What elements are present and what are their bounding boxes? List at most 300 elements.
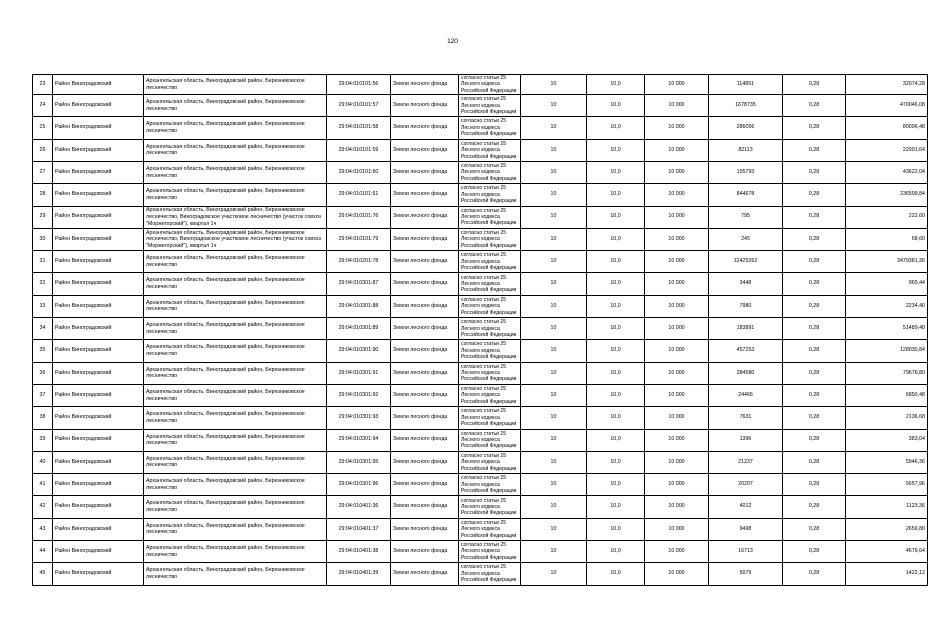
value-cell: 10 000: [645, 273, 709, 295]
value-cell: 10: [521, 206, 587, 228]
amount-cell: 2659,80: [846, 518, 928, 540]
table-row: [33, 451, 928, 473]
cadastral-number-cell: 29:04:010101:59: [327, 139, 391, 161]
district-cell: Район Виноградовский: [53, 206, 144, 228]
land-category-cell: Земли лесного фонда: [391, 295, 459, 317]
land-category-cell: Земли лесного фонда: [391, 117, 459, 139]
value-cell: 10: [521, 95, 587, 117]
land-category-cell: Земли лесного фонда: [391, 340, 459, 362]
value-cell: 10: [521, 75, 587, 95]
value-cell: 10,0: [587, 384, 645, 406]
value-cell: 10 000: [645, 563, 709, 585]
district-cell: Район Виноградовский: [53, 161, 144, 183]
rate-cell: 0,28: [783, 384, 846, 406]
address-cell: Архангельская область, Виноградовский район, Березниковское лесничество: [144, 407, 327, 429]
value-cell: 10,0: [587, 75, 645, 95]
address-cell: Архангельская область, Виноградовский район, Березниковское лесничество: [144, 563, 327, 585]
value-cell: 10,0: [587, 206, 645, 228]
row-number: 33: [33, 295, 53, 317]
address-cell: Архангельская область, Виноградовский район, Березниковское лесничество: [144, 541, 327, 563]
row-number: 36: [33, 362, 53, 384]
rate-cell: 0,28: [783, 474, 846, 496]
cadastral-number-cell: 29:04:010101:61: [327, 184, 391, 206]
district-cell: Район Виноградовский: [53, 273, 144, 295]
row-number: 34: [33, 318, 53, 340]
row-number: 42: [33, 496, 53, 518]
value-cell: 10: [521, 496, 587, 518]
row-number: 38: [33, 407, 53, 429]
area-cell: 286056: [709, 117, 783, 139]
land-category-cell: Земли лесного фонда: [391, 518, 459, 540]
value-cell: 10,0: [587, 563, 645, 585]
value-cell: 10,0: [587, 161, 645, 183]
value-cell: 10,0: [587, 117, 645, 139]
value-cell: 10,0: [587, 496, 645, 518]
district-cell: Район Виноградовский: [53, 139, 144, 161]
address-cell: Архангельская область, Виноградовский район, Березниковское лесничество: [144, 384, 327, 406]
table-body: [33, 75, 928, 586]
cadastral-number-cell: 29:04:010101:76: [327, 206, 391, 228]
table-row: [33, 541, 928, 563]
legal-basis-cell: согласно статьи 25 Лесного кодекса Российской Федерации: [459, 184, 521, 206]
land-category-cell: Земли лесного фонда: [391, 228, 459, 250]
legal-basis-cell: согласно статьи 25 Лесного кодекса Российской Федерации: [459, 362, 521, 384]
rate-cell: 0,28: [783, 75, 846, 95]
legal-basis-cell: согласно статьи 25 Лесного кодекса Российской Федерации: [459, 95, 521, 117]
address-cell: Архангельская область, Виноградовский район, Березниковское лесничество: [144, 184, 327, 206]
value-cell: 10,0: [587, 518, 645, 540]
cadastral-number-cell: 29:04:010401:37: [327, 518, 391, 540]
value-cell: 10,0: [587, 318, 645, 340]
area-cell: 9498: [709, 518, 783, 540]
address-cell: Архангельская область, Виноградовский район, Березниковское лесничество: [144, 429, 327, 451]
district-cell: Район Виноградовский: [53, 295, 144, 317]
legal-basis-cell: согласно статьи 25 Лесного кодекса Российской Федерации: [459, 75, 521, 95]
table-row: [33, 184, 928, 206]
legal-basis-cell: согласно статьи 25 Лесного кодекса Российской Федерации: [459, 340, 521, 362]
row-number: 31: [33, 251, 53, 273]
address-cell: Архангельская область, Виноградовский район, Березниковское лесничество: [144, 318, 327, 340]
legal-basis-cell: согласно статьи 25 Лесного кодекса Российской Федерации: [459, 318, 521, 340]
row-number: 45: [33, 563, 53, 585]
amount-cell: 383,04: [846, 429, 928, 451]
cadastral-number-cell: 29:04:010301:90: [327, 340, 391, 362]
area-cell: 82113: [709, 139, 783, 161]
land-category-cell: Земли лесного фонда: [391, 563, 459, 585]
address-cell: Архангельская область, Виноградовский район, Березниковское лесничество: [144, 117, 327, 139]
area-cell: 114851: [709, 75, 783, 95]
district-cell: Район Виноградовский: [53, 75, 144, 95]
table-row: [33, 117, 928, 139]
value-cell: 10,0: [587, 451, 645, 473]
rate-cell: 0,28: [783, 518, 846, 540]
value-cell: 10,0: [587, 273, 645, 295]
legal-basis-cell: согласно статьи 25 Лесного кодекса Российской Федерации: [459, 206, 521, 228]
land-category-cell: Земли лесного фонда: [391, 318, 459, 340]
address-cell: Архангельская область, Виноградовский район, Березниковское лесничество: [144, 474, 327, 496]
district-cell: Район Виноградовский: [53, 407, 144, 429]
area-cell: 284580: [709, 362, 783, 384]
value-cell: 10: [521, 139, 587, 161]
row-number: 30: [33, 228, 53, 250]
cadastral-number-cell: 29:04:010301:91: [327, 362, 391, 384]
legal-basis-cell: согласно статьи 25 Лесного кодекса Российской Федерации: [459, 407, 521, 429]
rate-cell: 0,28: [783, 273, 846, 295]
value-cell: 10,0: [587, 184, 645, 206]
legal-basis-cell: согласно статьи 25 Лесного кодекса Российской Федерации: [459, 139, 521, 161]
legal-basis-cell: согласно статьи 25 Лесного кодекса Российской Федерации: [459, 161, 521, 183]
address-cell: Архангельская область, Виноградовский район, Березниковское лесничество: [144, 451, 327, 473]
land-category-cell: Земли лесного фонда: [391, 429, 459, 451]
area-cell: 245: [709, 228, 783, 250]
table-row: [33, 206, 928, 228]
address-cell: Архангельская область, Виноградовский район, Березниковское лесничество, Виноградовское участковое лесничество (участок совхоз "Моржегорский"), квартал 1ч: [144, 228, 327, 250]
row-number: 28: [33, 184, 53, 206]
table-row: [33, 251, 928, 273]
amount-cell: 22991,64: [846, 139, 928, 161]
address-cell: Архангельская область, Виноградовский район, Березниковское лесничество: [144, 362, 327, 384]
row-number: 35: [33, 340, 53, 362]
value-cell: 10 000: [645, 184, 709, 206]
area-cell: 12425262: [709, 251, 783, 273]
area-cell: 7980: [709, 295, 783, 317]
land-category-cell: Земли лесного фонда: [391, 184, 459, 206]
district-cell: Район Виноградовский: [53, 117, 144, 139]
value-cell: 10 000: [645, 518, 709, 540]
rate-cell: 0,28: [783, 429, 846, 451]
address-cell: Архангельская область, Виноградовский район, Березниковское лесничество: [144, 518, 327, 540]
address-cell: Архангельская область, Виноградовский район, Березниковское лесничество: [144, 95, 327, 117]
table-row: [33, 518, 928, 540]
table-row: [33, 295, 928, 317]
legal-basis-cell: согласно статьи 25 Лесного кодекса Российской Федерации: [459, 541, 521, 563]
address-cell: Архангельская область, Виноградовский район, Березниковское лесничество: [144, 75, 327, 95]
value-cell: 10 000: [645, 161, 709, 183]
cadastral-number-cell: 29:04:010301:96: [327, 474, 391, 496]
rate-cell: 0,28: [783, 407, 846, 429]
rate-cell: 0,28: [783, 139, 846, 161]
value-cell: 10 000: [645, 75, 709, 95]
cadastral-number-cell: 29:04:010101:56: [327, 75, 391, 95]
table-row: [33, 429, 928, 451]
value-cell: 10: [521, 384, 587, 406]
table-row: [33, 496, 928, 518]
district-cell: Район Виноградовский: [53, 563, 144, 585]
cadastral-number-cell: 29:04:010101:60: [327, 161, 391, 183]
amount-cell: 3479381,36: [846, 251, 928, 273]
cadastral-number-cell: 29:04:010301:88: [327, 295, 391, 317]
district-cell: Район Виноградовский: [53, 251, 144, 273]
value-cell: 10,0: [587, 362, 645, 384]
land-category-cell: Земли лесного фонда: [391, 384, 459, 406]
land-category-cell: Земли лесного фонда: [391, 496, 459, 518]
rate-cell: 0,28: [783, 228, 846, 250]
area-cell: 155793: [709, 161, 783, 183]
cadastral-number-cell: 29:04:010301:89: [327, 318, 391, 340]
table-row: [33, 228, 928, 250]
rate-cell: 0,28: [783, 318, 846, 340]
row-number: 23: [33, 75, 53, 95]
table-row: [33, 318, 928, 340]
row-number: 41: [33, 474, 53, 496]
table-row: [33, 75, 928, 95]
row-number: 25: [33, 117, 53, 139]
amount-cell: 5657,96: [846, 474, 928, 496]
value-cell: 10 000: [645, 206, 709, 228]
amount-cell: 965,44: [846, 273, 928, 295]
row-number: 24: [33, 95, 53, 117]
legal-basis-cell: согласно статьи 25 Лесного кодекса Российской Федерации: [459, 563, 521, 585]
amount-cell: 68,60: [846, 228, 928, 250]
area-cell: 1678735: [709, 95, 783, 117]
area-cell: 4012: [709, 496, 783, 518]
rate-cell: 0,28: [783, 362, 846, 384]
value-cell: 10: [521, 340, 587, 362]
area-cell: 5079: [709, 563, 783, 585]
amount-cell: 6850,48: [846, 384, 928, 406]
value-cell: 10,0: [587, 228, 645, 250]
district-cell: Район Виноградовский: [53, 362, 144, 384]
area-cell: 7631: [709, 407, 783, 429]
address-cell: Архангельская область, Виноградовский район, Березниковское лесничество: [144, 273, 327, 295]
district-cell: Район Виноградовский: [53, 184, 144, 206]
district-cell: Район Виноградовский: [53, 451, 144, 473]
value-cell: 10 000: [645, 541, 709, 563]
value-cell: 10 000: [645, 251, 709, 273]
value-cell: 10 000: [645, 340, 709, 362]
table-row: [33, 273, 928, 295]
value-cell: 10 000: [645, 295, 709, 317]
land-plots-table: [32, 74, 928, 586]
address-cell: Архангельская область, Виноградовский район, Березниковское лесничество: [144, 139, 327, 161]
amount-cell: 32074,28: [846, 75, 928, 95]
rate-cell: 0,28: [783, 451, 846, 473]
value-cell: 10: [521, 563, 587, 585]
row-number: 43: [33, 518, 53, 540]
land-category-cell: Земли лесного фонда: [391, 362, 459, 384]
row-number: 29: [33, 206, 53, 228]
value-cell: 10: [521, 474, 587, 496]
table-row: [33, 340, 928, 362]
value-cell: 10: [521, 518, 587, 540]
value-cell: 10 000: [645, 451, 709, 473]
table-row: [33, 139, 928, 161]
land-category-cell: Земли лесного фонда: [391, 75, 459, 95]
row-number: 37: [33, 384, 53, 406]
area-cell: 1396: [709, 429, 783, 451]
value-cell: 10,0: [587, 251, 645, 273]
land-category-cell: Земли лесного фонда: [391, 95, 459, 117]
value-cell: 10 000: [645, 362, 709, 384]
value-cell: 10: [521, 318, 587, 340]
value-cell: 10,0: [587, 95, 645, 117]
value-cell: 10: [521, 273, 587, 295]
table-row: [33, 474, 928, 496]
amount-cell: 2234,40: [846, 295, 928, 317]
address-cell: Архангельская область, Виноградовский район, Березниковское лесничество: [144, 295, 327, 317]
rate-cell: 0,28: [783, 161, 846, 183]
amount-cell: 51489,48: [846, 318, 928, 340]
amount-cell: 128030,84: [846, 340, 928, 362]
land-category-cell: Земли лесного фонда: [391, 474, 459, 496]
district-cell: Район Виноградовский: [53, 429, 144, 451]
legal-basis-cell: согласно статьи 25 Лесного кодекса Российской Федерации: [459, 429, 521, 451]
value-cell: 10,0: [587, 541, 645, 563]
rate-cell: 0,28: [783, 340, 846, 362]
legal-basis-cell: согласно статьи 25 Лесного кодекса Российской Федерации: [459, 273, 521, 295]
table-row: [33, 563, 928, 585]
address-cell: Архангельская область, Виноградовский район, Березниковское лесничество: [144, 161, 327, 183]
address-cell: Архангельская область, Виноградовский район, Березниковское лесничество, Виноградовское участковое лесничество (участок совхоз "Моржегорский"), квартал 1ч: [144, 206, 327, 228]
area-cell: 3448: [709, 273, 783, 295]
row-number: 32: [33, 273, 53, 295]
value-cell: 10,0: [587, 407, 645, 429]
table-row: [33, 161, 928, 183]
rate-cell: 0,28: [783, 95, 846, 117]
cadastral-number-cell: 29:04:010301:93: [327, 407, 391, 429]
value-cell: 10 000: [645, 318, 709, 340]
amount-cell: 222,60: [846, 206, 928, 228]
value-cell: 10 000: [645, 474, 709, 496]
district-cell: Район Виноградовский: [53, 474, 144, 496]
value-cell: 10: [521, 407, 587, 429]
legal-basis-cell: согласно статьи 25 Лесного кодекса Российской Федерации: [459, 451, 521, 473]
row-number: 40: [33, 451, 53, 473]
legal-basis-cell: согласно статьи 25 Лесного кодекса Российской Федерации: [459, 295, 521, 317]
rate-cell: 0,28: [783, 206, 846, 228]
value-cell: 10: [521, 184, 587, 206]
land-category-cell: Земли лесного фонда: [391, 541, 459, 563]
amount-cell: 4679,64: [846, 541, 928, 563]
value-cell: 10 000: [645, 139, 709, 161]
value-cell: 10,0: [587, 429, 645, 451]
cadastral-number-cell: 29:04:010201:78: [327, 251, 391, 273]
land-category-cell: Земли лесного фонда: [391, 161, 459, 183]
value-cell: 10 000: [645, 228, 709, 250]
rate-cell: 0,28: [783, 563, 846, 585]
rate-cell: 0,28: [783, 184, 846, 206]
legal-basis-cell: согласно статьи 25 Лесного кодекса Российской Федерации: [459, 496, 521, 518]
district-cell: Район Виноградовский: [53, 95, 144, 117]
land-category-cell: Земли лесного фонда: [391, 273, 459, 295]
district-cell: Район Виноградовский: [53, 384, 144, 406]
value-cell: 10: [521, 228, 587, 250]
amount-cell: 2136,68: [846, 407, 928, 429]
district-cell: Район Виноградовский: [53, 541, 144, 563]
cadastral-number-cell: 29:04:010401:36: [327, 496, 391, 518]
value-cell: 10: [521, 251, 587, 273]
cadastral-number-cell: 29:04:010301:87: [327, 273, 391, 295]
legal-basis-cell: согласно статьи 25 Лесного кодекса Российской Федерации: [459, 518, 521, 540]
cadastral-number-cell: 29:04:010301:92: [327, 384, 391, 406]
cadastral-number-cell: 29:04:010401:38: [327, 541, 391, 563]
row-number: 27: [33, 161, 53, 183]
area-cell: 20207: [709, 474, 783, 496]
value-cell: 10 000: [645, 117, 709, 139]
page-number: 120: [447, 38, 458, 45]
rate-cell: 0,28: [783, 541, 846, 563]
district-cell: Район Виноградовский: [53, 318, 144, 340]
rate-cell: 0,28: [783, 496, 846, 518]
value-cell: 10: [521, 429, 587, 451]
land-category-cell: Земли лесного фонда: [391, 407, 459, 429]
value-cell: 10: [521, 117, 587, 139]
row-number: 26: [33, 139, 53, 161]
rate-cell: 0,28: [783, 117, 846, 139]
land-category-cell: Земли лесного фонда: [391, 139, 459, 161]
amount-cell: 5946,36: [846, 451, 928, 473]
value-cell: 10 000: [645, 407, 709, 429]
value-cell: 10,0: [587, 139, 645, 161]
cadastral-number-cell: 29:04:010101:79: [327, 228, 391, 250]
row-number: 39: [33, 429, 53, 451]
cadastral-number-cell: 29:04:010301:95: [327, 451, 391, 473]
amount-cell: 80096,48: [846, 117, 928, 139]
amount-cell: 79676,80: [846, 362, 928, 384]
legal-basis-cell: согласно статьи 25 Лесного кодекса Российской Федерации: [459, 228, 521, 250]
value-cell: 10,0: [587, 474, 645, 496]
area-cell: 24466: [709, 384, 783, 406]
rate-cell: 0,28: [783, 251, 846, 273]
value-cell: 10 000: [645, 429, 709, 451]
amount-cell: 1422,12: [846, 563, 928, 585]
area-cell: 21237: [709, 451, 783, 473]
district-cell: Район Виноградовский: [53, 496, 144, 518]
rate-cell: 0,28: [783, 295, 846, 317]
amount-cell: 236509,84: [846, 184, 928, 206]
value-cell: 10 000: [645, 496, 709, 518]
cadastral-number-cell: 29:04:010101:57: [327, 95, 391, 117]
area-cell: 844678: [709, 184, 783, 206]
cadastral-number-cell: 29:04:010401:39: [327, 563, 391, 585]
table-row: [33, 95, 928, 117]
value-cell: 10,0: [587, 340, 645, 362]
value-cell: 10 000: [645, 95, 709, 117]
address-cell: Архангельская область, Виноградовский район, Березниковское лесничество: [144, 496, 327, 518]
land-category-cell: Земли лесного фонда: [391, 251, 459, 273]
land-category-cell: Земли лесного фонда: [391, 206, 459, 228]
cadastral-number-cell: 29:04:010301:94: [327, 429, 391, 451]
district-cell: Район Виноградовский: [53, 518, 144, 540]
row-number: 44: [33, 541, 53, 563]
table-row: [33, 384, 928, 406]
area-cell: 457253: [709, 340, 783, 362]
amount-cell: 43622,04: [846, 161, 928, 183]
amount-cell: 470046,08: [846, 95, 928, 117]
legal-basis-cell: согласно статьи 25 Лесного кодекса Российской Федерации: [459, 117, 521, 139]
table-row: [33, 362, 928, 384]
value-cell: 10: [521, 541, 587, 563]
address-cell: Архангельская область, Виноградовский район, Березниковское лесничество: [144, 340, 327, 362]
area-cell: 183891: [709, 318, 783, 340]
value-cell: 10: [521, 161, 587, 183]
amount-cell: 1123,36: [846, 496, 928, 518]
area-cell: 795: [709, 206, 783, 228]
value-cell: 10 000: [645, 384, 709, 406]
table-row: [33, 407, 928, 429]
area-cell: 16713: [709, 541, 783, 563]
value-cell: 10,0: [587, 295, 645, 317]
land-category-cell: Земли лесного фонда: [391, 451, 459, 473]
value-cell: 10: [521, 362, 587, 384]
legal-basis-cell: согласно статьи 25 Лесного кодекса Российской Федерации: [459, 474, 521, 496]
district-cell: Район Виноградовский: [53, 228, 144, 250]
cadastral-number-cell: 29:04:010101:58: [327, 117, 391, 139]
value-cell: 10: [521, 295, 587, 317]
legal-basis-cell: согласно статьи 25 Лесного кодекса Российской Федерации: [459, 251, 521, 273]
legal-basis-cell: согласно статьи 25 Лесного кодекса Российской Федерации: [459, 384, 521, 406]
value-cell: 10: [521, 451, 587, 473]
